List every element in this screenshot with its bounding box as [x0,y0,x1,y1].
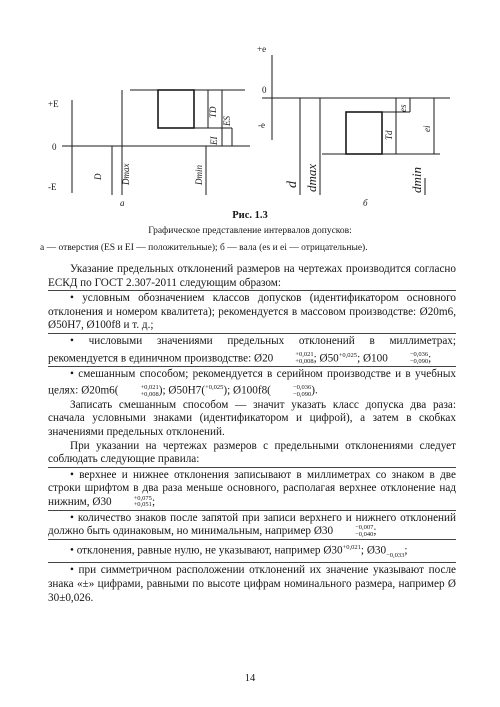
figure-legend: а — отверстия (ES и EI — положительные); б — вала (es и ei — отрицательные). [40,243,368,253]
paragraph-rules-intro: При указании на чертежах размеров с предельными отклонениями следует соблюдать следующие правила: [48,439,456,466]
upper-dev: −0,036 [292,384,312,392]
lower-dev: +0,051 [133,501,152,509]
bullet-numeric: • числовыми значениями предельных отклонений в миллиметрах; рекомендуется в единичном производстве: Ø20 +0,021 +0,008 ; $Ø50^{+0,025}$; Ø100 −0,036 −0,090 ; [48,334,456,365]
tolerance-diagram [0,0,500,210]
bullet-mixed-text: • смешанным способом; рекомендуется в серийном производстве и в учебных целях: [48,367,456,398]
tolerance-stack [271,385,311,398]
dim-td-label-right: Td [384,130,394,140]
dim-dmax-label: Dmax [121,163,131,185]
closing-paren: ). [311,385,318,398]
rule-zero-deviation-text: • отклонения, равные нулю, не указывают, например Ø30 [70,544,343,557]
lower-dev: −0,090 [292,390,312,398]
paragraph-intro: Указание предельных отклонений размеров на чертежах производится согласно ЕСКД по ГОСТ 2.307-2011 следующим образом: [48,263,456,289]
value-d30: Ø30 [313,525,334,538]
lower-dev: −0,033 [386,551,405,559]
axis-minus-e-label-right: -e [258,120,265,130]
upper-dev: +0,021 [342,543,361,551]
value-d50: Ø50 [319,352,339,365]
value-d100: Ø100 [362,352,388,365]
dim-d-label-right: d [285,181,300,188]
dim-dmin-label: Dmin [194,165,204,185]
upper-dev: +0,075 [133,494,152,502]
bullet-symbols: • условным обозначением классов допусков (идентификатором основного отклонения и номером квалитета); рекомендуется в массовом производстве: Ø20m6, Ø50H7, Ø100f8 и т. д.; [48,292,456,332]
lower-dev: +0,008 [295,357,314,365]
rule-symmetric: • при симметричном расположении отклонений их значение указывают после знака «±» цифрами, равными по высоте цифрам номинального размера, например Ø 30±0,026. [48,564,456,604]
rule-decimal-places-text: • количество знаков после запятой при записи верхнего и нижнего отклонений должно быть одинаковым, но минимальным, например [48,511,456,538]
figure-subtitle: Графическое представление интервалов допусков: [148,226,352,236]
axis-zero-label-right: 0 [262,85,267,95]
lower-dev: +0,008 [140,390,159,398]
dim-d-label: D [93,173,103,180]
tolerance-stack [112,496,152,509]
tolerance-stack [388,352,428,365]
upper-dev: −0,036 [409,351,429,359]
lower-dev: −0,090 [409,357,429,365]
rule-upper-lower: • верхнее и нижнее отклонения записывают в миллиметрах со знаком в две строки шрифтом в два раза меньше основного, располагая верхнее отклонение над нижним, Ø30 +0,075 +0,051 ; [48,468,456,509]
dim-es-label-right: es [398,104,408,112]
figure-title: Рис. 1.3 [232,210,268,221]
value-d20: Ø20 [254,352,274,365]
value-d50h7: ); Ø50H7( [158,385,206,398]
page-number: 14 [244,673,256,684]
upper-dev: +0,021 [140,384,159,392]
dim-es-label: ES [222,116,232,126]
dim-ei-label: EI [209,136,219,145]
value-d30: Ø30 [92,496,112,509]
rule-upper-lower-text: • верхнее и нижнее отклонения записывают в миллиметрах со знаком в две строки шрифтом в два раза меньше основного, располагая верхнее отклонение над нижним, [48,468,456,509]
panel-b-label: б [363,198,368,208]
value-d100f8: ); Ø100f8( [223,385,271,398]
rule-decimal-places: • количество знаков после запятой при записи верхнего и нижнего отклонений должно быть одинаковым, но минимальным, например Ø30 −0,007 −0,040 ; [48,511,456,538]
dim-ei-label-right: ei [422,125,432,132]
dim-dmin-label-right: dmin [409,167,424,193]
tolerance-stack [273,352,313,365]
tolerance-stack [118,385,158,398]
axis-plus-e-label-right: +e [257,44,267,54]
panel-a-label: а [120,198,125,208]
axis-zero-label: 0 [52,142,57,152]
value-d20m6: Ø20m6( [81,385,119,398]
dim-td-label: TD [208,106,218,118]
body-text [48,263,456,605]
bullet-mixed [48,366,456,399]
dim-dmax-label-right: dmax [304,163,319,192]
rule-zero-deviation: • отклонения, равные нулю, не указывают, например $Ø30^{+0,021}$; $Ø30_{-0,033}$; [48,539,456,563]
value-d30: Ø30 [366,544,387,557]
bullet-numeric-text: • числовыми значениями предельных отклонений в миллиметрах; рекомендуется в единичном производстве: [48,334,456,365]
upper-dev: +0,025 [205,384,224,392]
lower-dev: −0,040 [355,530,374,538]
axis-minus-e-label: -E [48,182,57,192]
upper-dev: −0,007 [355,524,374,532]
upper-dev: +0,025 [338,351,358,359]
upper-dev: +0,021 [295,351,314,359]
axis-plus-e-label: +E [48,99,59,109]
tolerance-stack [333,525,373,538]
paragraph-mixed-definition: Записать смешанным способом — значит указать класс допуска два раза: сначала условными знаками (идентификатором и цифрой), а затем в скобках значениями предельных отклонений. [48,398,456,438]
